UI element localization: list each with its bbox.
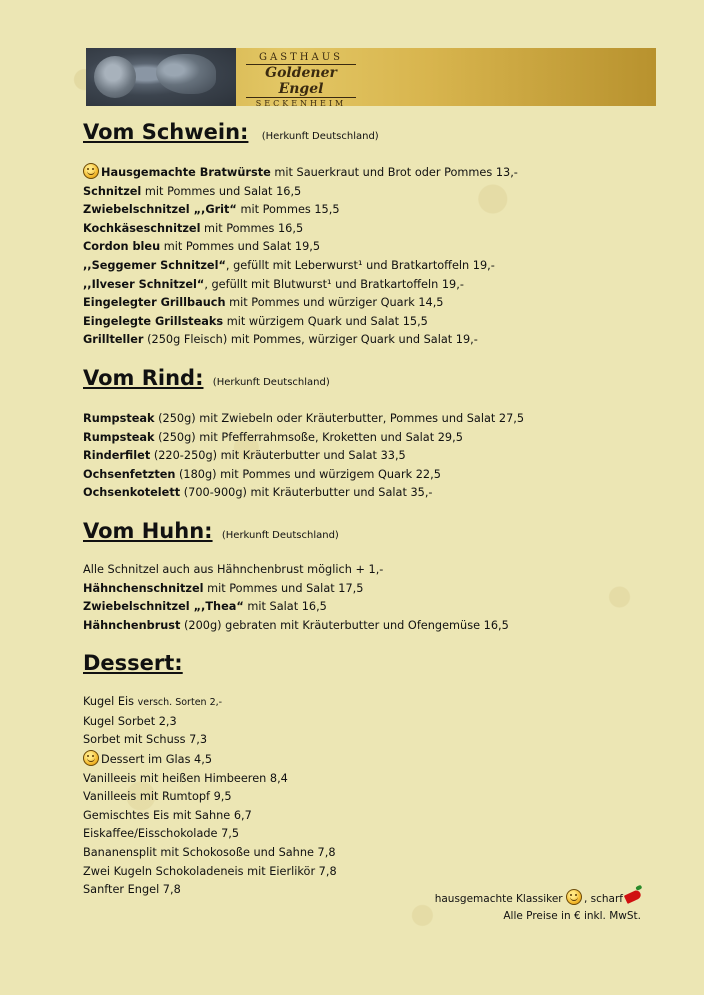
item-details: (180g) mit Pommes und würzigem Quark 22,5 xyxy=(175,467,441,481)
menu-item: Zwei Kugeln Schokoladeneis mit Eierlikör 7,8 xyxy=(83,864,337,878)
item-name: Ochsenfetzten xyxy=(83,467,176,481)
menu-item xyxy=(83,447,663,466)
menu-note: Alle Schnitzel auch aus Hähnchenbrust möglich + 1,- xyxy=(83,562,384,576)
origin-note: (Herkunft Deutschland) xyxy=(221,529,339,541)
menu-item: Vanilleeis mit Rumtopf 9,5 xyxy=(83,790,232,804)
item-name: Rumpsteak xyxy=(83,411,155,425)
heading-text: Dessert: xyxy=(83,651,183,676)
item-details: (220-250g) mit Kräuterbutter und Salat 33,5 xyxy=(150,449,406,463)
item-details: (250g Fleisch) mit Pommes, würziger Quark und Salat 19,- xyxy=(143,333,478,347)
menu-footer xyxy=(435,889,641,925)
menu-item xyxy=(83,617,663,636)
legend-spicy-label: , scharf xyxy=(583,893,623,905)
item-name: Schnitzel xyxy=(83,184,142,198)
smiley-icon xyxy=(83,163,99,179)
menu-item xyxy=(83,429,663,448)
menu-item xyxy=(83,598,663,617)
menu-item: Sorbet mit Schuss 7,3 xyxy=(83,733,208,747)
menu-item xyxy=(83,294,663,313)
item-details: (200g) gebraten mit Kräuterbutter und Ofengemüse 16,5 xyxy=(180,618,509,632)
item-name: Kochkäseschnitzel xyxy=(83,221,201,235)
schwein-list xyxy=(83,163,663,350)
legend-line xyxy=(435,889,641,908)
item-details: , gefüllt mit Blutwurst¹ und Bratkartoffeln 19,- xyxy=(204,277,464,291)
item-details: mit Pommes und Salat 16,5 xyxy=(141,184,302,198)
menu-item: Vanilleeis mit heißen Himbeeren 8,4 xyxy=(83,771,288,785)
item-name: Kugel Eis xyxy=(83,695,138,709)
heading-text: Vom Rind: xyxy=(83,365,204,390)
restaurant-banner xyxy=(86,48,656,106)
banner-line1: GASTHAUS xyxy=(259,52,343,63)
menu-item xyxy=(83,331,663,350)
section-heading-huhn xyxy=(83,517,663,550)
menu-item: Kugel Sorbet 2,3 xyxy=(83,714,177,728)
menu-item: Eiskaffee/Eisschokolade 7,5 xyxy=(83,827,240,841)
menu-content xyxy=(83,118,663,900)
item-name: Hähnchenschnitzel xyxy=(83,581,204,595)
item-details: mit würzigem Quark und Salat 15,5 xyxy=(223,314,428,328)
item-name: Zwiebelschnitzel „,Grit“ xyxy=(83,203,237,217)
heading-text: Vom Huhn: xyxy=(83,518,213,543)
section-heading-dessert xyxy=(83,649,663,677)
menu-item xyxy=(83,238,663,257)
banner-line2: Goldener Engel xyxy=(246,64,356,98)
item-name: ,,Ilveser Schnitzel“ xyxy=(83,277,205,291)
item-name: Hähnchenbrust xyxy=(83,618,181,632)
smiley-icon xyxy=(83,750,99,766)
angel-statue-image xyxy=(86,48,236,106)
item-details: (700-900g) mit Kräuterbutter und Salat 35,- xyxy=(180,486,433,500)
item-name: Hausgemachte Bratwürste xyxy=(101,166,271,179)
menu-item xyxy=(83,201,663,220)
angel-wing xyxy=(156,54,216,94)
menu-item xyxy=(83,276,663,295)
section-heading-schwein xyxy=(83,118,663,151)
banner-logo xyxy=(246,52,356,106)
menu-item xyxy=(83,163,663,183)
item-name: Eingelegte Grillsteaks xyxy=(83,314,224,328)
menu-item xyxy=(83,484,663,503)
origin-note: (Herkunft Deutschland) xyxy=(261,131,379,142)
chili-pepper-icon xyxy=(624,889,642,904)
origin-note: (Herkunft Deutschland) xyxy=(212,376,330,388)
section-heading-rind xyxy=(83,364,663,397)
menu-item xyxy=(83,693,663,713)
item-details: (250g) mit Zwiebeln oder Kräuterbutter, Pommes und Salat 27,5 xyxy=(154,411,525,425)
item-details: versch. Sorten 2,- xyxy=(137,697,223,709)
angel-face xyxy=(94,56,136,98)
item-name: Dessert im Glas 4,5 xyxy=(101,753,213,767)
menu-item xyxy=(83,580,663,599)
item-name: Cordon bleu xyxy=(83,240,161,254)
huhn-list xyxy=(83,561,663,635)
menu-item xyxy=(83,257,663,276)
item-name: Rinderfilet xyxy=(83,449,151,463)
item-details: , gefüllt mit Leberwurst¹ und Bratkartoffeln 19,- xyxy=(225,258,495,272)
menu-item xyxy=(83,220,663,239)
menu-item xyxy=(83,410,663,429)
menu-item xyxy=(83,313,663,332)
dessert-list xyxy=(83,693,663,900)
item-name: Ochsenkotelett xyxy=(83,486,181,500)
item-details: mit Salat 16,5 xyxy=(243,600,327,614)
item-name: Zwiebelschnitzel „,Thea“ xyxy=(83,600,244,614)
menu-item xyxy=(83,183,663,202)
item-name: Rumpsteak xyxy=(83,430,155,444)
heading-text: Vom Schwein: xyxy=(83,120,249,144)
legend-classic-label: hausgemachte Klassiker xyxy=(434,893,566,905)
menu-item: Bananensplit mit Schokosoße und Sahne 7,8 xyxy=(83,846,336,860)
rind-list xyxy=(83,410,663,503)
menu-item xyxy=(83,750,663,770)
price-note: Alle Preise in € inkl. MwSt. xyxy=(503,910,641,922)
banner-line3: SECKENHEIM xyxy=(255,99,347,106)
item-details: mit Sauerkraut und Brot oder Pommes 13,- xyxy=(270,166,518,179)
menu-item xyxy=(83,466,663,485)
menu-item: Sanfter Engel 7,8 xyxy=(83,883,181,897)
item-name: Grillteller xyxy=(83,333,144,347)
item-details: mit Pommes 15,5 xyxy=(236,203,340,217)
item-details: mit Pommes und Salat 17,5 xyxy=(203,581,364,595)
item-details: mit Pommes und würziger Quark 14,5 xyxy=(225,296,444,310)
smiley-icon xyxy=(566,889,582,905)
item-name: ,,Seggemer Schnitzel“ xyxy=(83,258,226,272)
item-details: (250g) mit Pfefferrahmsoße, Kroketten und Salat 29,5 xyxy=(154,430,463,444)
item-details: mit Pommes 16,5 xyxy=(200,221,304,235)
item-details: mit Pommes und Salat 19,5 xyxy=(160,240,321,254)
menu-item: Gemischtes Eis mit Sahne 6,7 xyxy=(83,808,252,822)
item-name: Eingelegter Grillbauch xyxy=(83,296,226,310)
